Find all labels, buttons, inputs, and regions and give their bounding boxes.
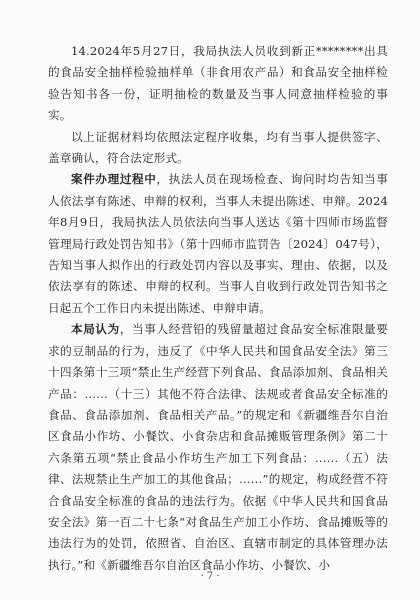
paragraph-text: 以上证据材料均依照法定程序收集，均有当事人提供签字、盖章确认，符合法定形式。 [48,129,388,166]
paragraph-bureau-opinion [48,319,388,576]
paragraph-evidence-14 [48,41,388,127]
page-number: · 7 · [200,571,220,582]
paragraph-lead: 案件办理过程中 [71,172,157,187]
paragraph-text: ，执法人员在现场检查、询问时均告知当事人依法享有陈述、申辩的权利，当事人未提出陈述、申辩。2024年8月9日，我局执法人员依法向当事人送达《第十四师市场监督管理局行政处罚告知书》（第十四师市监罚告〔2024〕047号），告知当事人拟作出的行政处罚内容以及事实、理由、依据，以及依法享有的陈述、申辩的权利。当事人自收到行政处罚告知书之日起五个工作日内未提出陈述、申辩申请。 [48,172,388,315]
paragraph-text: ，当事人经营铅的残留量超过食品安全标准限量要求的豆制品的行为，违反了《中华人民共和国食品安全法》第三十四条第十三项“禁止生产经营下列食品、食品添加剂、食品相关产品：……（十三）其他不符合法律、法规或者食品安全标准的食品、食品添加剂、食品相关产品。”的规定和《新疆维吾尔自治区食品小作坊、小餐饮、小食杂店和食品摊贩管理条例》第二十六条第五项“禁止食品小作坊生产加工下列食品：……（五）法律、法规禁止生产加工的其他食品；……”的规定，构成经营不符合食品安全标准的食品的违法行为。依据《中华人民共和国食品安全法》第一百二十七条“对食品生产加工小作坊、食品摊贩等的违法行为的处罚，依照省、自治区、直辖市制定的具体管理办法执行。”和《新疆维吾尔自治区食品小作坊、小餐饮、小 [48,322,388,572]
paragraph-case-process [48,169,388,319]
paragraph-evidence-summary [48,127,388,170]
paragraph-text: 14.2024年5月27日，我局执法人员收到新正********出具的食品安全抽样检验抽样单（非食用农产品）和食品安全抽样检验告知书各一份，证明抽检的数量及当事人同意抽样检验的事实。 [48,44,388,123]
document-body [48,41,388,576]
paragraph-lead: 本局认为 [71,322,120,337]
